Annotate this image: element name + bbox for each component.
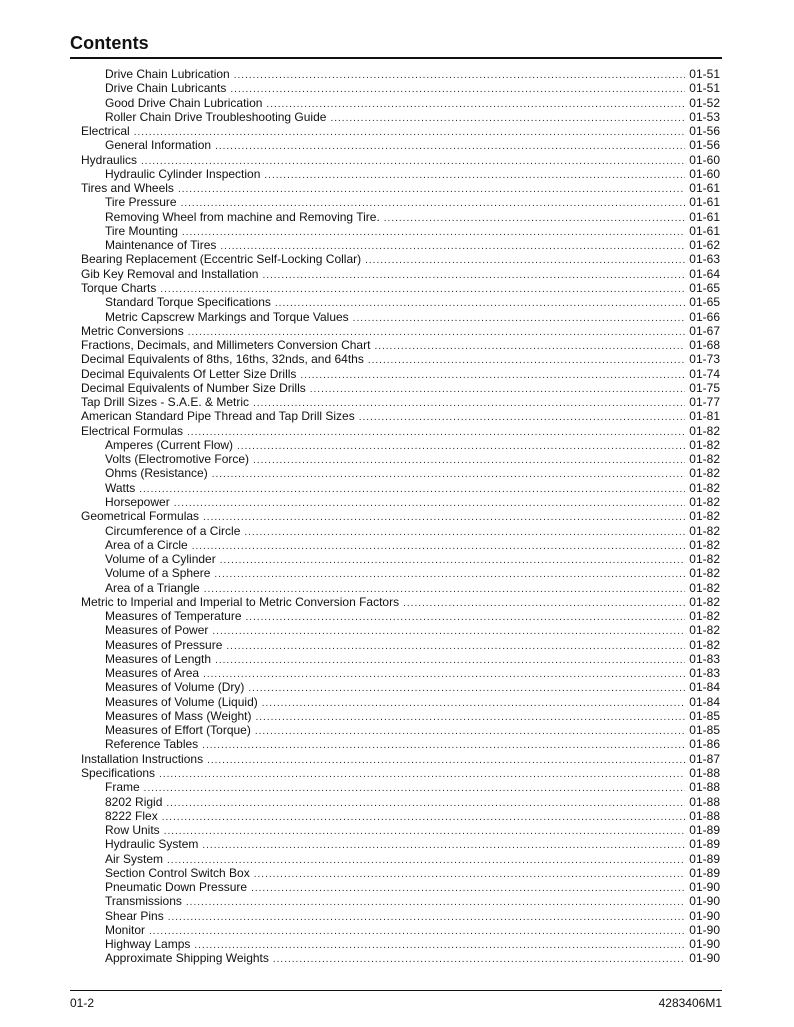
toc-entry-title: Measures of Temperature — [105, 609, 242, 624]
toc-entry-page: 01-60 — [689, 166, 720, 181]
toc-entry-page: 01-85 — [689, 708, 720, 723]
toc-entry-page: 01-65 — [689, 295, 720, 310]
toc-entry-title: Bearing Replacement (Eccentric Self-Locking Collar) — [81, 252, 362, 267]
toc-dot-leader — [248, 682, 685, 694]
toc-entry-title: Approximate Shipping Weights — [105, 951, 269, 966]
toc-dot-leader — [166, 797, 685, 809]
toc-entry-page: 01-90 — [689, 894, 720, 909]
toc-entry-title: Row Units — [105, 823, 160, 838]
toc-entry[interactable] — [81, 452, 720, 466]
toc-entry[interactable] — [81, 937, 720, 951]
toc-entry-page: 01-83 — [689, 666, 720, 681]
toc-entry[interactable] — [81, 96, 720, 110]
toc-entry-page: 01-82 — [689, 537, 720, 552]
toc-entry[interactable] — [81, 923, 720, 937]
toc-entry[interactable] — [81, 623, 720, 637]
footer-doc-number: 4283406M1 — [658, 996, 722, 1010]
toc-dot-leader — [139, 483, 685, 495]
toc-entry-title: Measures of Effort (Torque) — [105, 723, 251, 738]
toc-entry[interactable] — [81, 652, 720, 666]
toc-dot-leader — [181, 197, 686, 209]
toc-entry-page: 01-82 — [689, 637, 720, 652]
toc-dot-leader — [212, 625, 685, 637]
toc-dot-leader — [186, 896, 685, 908]
toc-entry[interactable] — [81, 866, 720, 880]
toc-entry-page: 01-90 — [689, 951, 720, 966]
toc-entry-title: Roller Chain Drive Troubleshooting Guide — [105, 109, 327, 124]
toc-entry-page: 01-68 — [689, 338, 720, 353]
toc-entry[interactable] — [81, 609, 720, 623]
toc-dot-leader — [215, 654, 685, 666]
toc-dot-leader — [226, 640, 685, 652]
title-rule — [70, 57, 722, 59]
toc-entry-title: Volume of a Cylinder — [105, 552, 216, 567]
toc-dot-leader — [253, 454, 685, 466]
toc-entry-page: 01-56 — [689, 138, 720, 153]
toc-dot-leader — [230, 83, 685, 95]
toc-entry[interactable] — [81, 552, 720, 566]
toc-entry-page: 01-82 — [689, 509, 720, 524]
toc-entry-title: Measures of Volume (Dry) — [105, 680, 245, 695]
toc-entry-title: Amperes (Current Flow) — [105, 437, 234, 452]
toc-dot-leader — [246, 611, 686, 623]
toc-entry[interactable] — [81, 153, 720, 167]
toc-entry-title: Fractions, Decimals, and Millimeters Conversion Chart — [81, 338, 371, 353]
footer-rule — [70, 990, 722, 991]
toc-entry[interactable] — [81, 638, 720, 652]
toc-entry-title: Measures of Pressure — [105, 637, 223, 652]
page-title: Contents — [70, 33, 149, 53]
toc-dot-leader — [174, 497, 686, 509]
toc-entry[interactable] — [81, 524, 720, 538]
toc-entry-title: Circumference of a Circle — [105, 523, 241, 538]
toc-entry[interactable] — [81, 267, 720, 281]
toc-entry-title: General Information — [105, 138, 212, 153]
toc-entry-title: Volume of a Sphere — [105, 566, 211, 581]
toc-entry[interactable] — [81, 538, 720, 552]
toc-dot-leader — [273, 953, 685, 965]
toc-entry[interactable] — [81, 780, 720, 794]
toc-entry-title: Standard Torque Specifications — [105, 295, 271, 310]
toc-entry-title: Specifications — [81, 766, 156, 781]
toc-entry-title: Maintenance of Tires — [105, 238, 217, 253]
toc-entry-page: 01-64 — [689, 266, 720, 281]
toc-entry-page: 01-56 — [689, 124, 720, 139]
toc-entry-page: 01-67 — [689, 323, 720, 338]
toc-dot-leader — [234, 69, 686, 81]
toc-dot-leader — [182, 226, 685, 238]
toc-entry-page: 01-88 — [689, 808, 720, 823]
toc-dot-leader — [262, 269, 685, 281]
toc-dot-leader — [300, 369, 685, 381]
toc-dot-leader — [164, 825, 686, 837]
toc-entry[interactable] — [81, 395, 720, 409]
toc-entry-page: 01-82 — [689, 609, 720, 624]
toc-entry-page: 01-61 — [689, 181, 720, 196]
toc-dot-leader — [365, 254, 685, 266]
toc-dot-leader — [275, 297, 685, 309]
toc-entry[interactable] — [81, 509, 720, 523]
toc-entry[interactable] — [81, 880, 720, 894]
toc-entry[interactable] — [81, 324, 720, 338]
toc-entry[interactable] — [81, 124, 720, 138]
toc-entry[interactable] — [81, 67, 720, 81]
toc-entry-page: 01-88 — [689, 780, 720, 795]
toc-entry-page: 01-82 — [689, 523, 720, 538]
toc-entry[interactable] — [81, 238, 720, 252]
toc-entry-page: 01-89 — [689, 851, 720, 866]
toc-entry-title: 8202 Rigid — [105, 794, 163, 809]
toc-dot-leader — [220, 554, 686, 566]
toc-dot-leader — [212, 468, 686, 480]
toc-entry[interactable] — [81, 837, 720, 851]
toc-entry[interactable] — [81, 110, 720, 124]
toc-dot-leader — [215, 140, 685, 152]
table-of-contents — [81, 67, 720, 966]
toc-dot-leader — [262, 697, 686, 709]
toc-dot-leader — [168, 911, 686, 923]
toc-entry-title: Decimal Equivalents Of Letter Size Drills — [81, 366, 297, 381]
toc-dot-leader — [134, 126, 686, 138]
toc-dot-leader — [203, 511, 685, 523]
toc-dot-leader — [256, 711, 686, 723]
toc-entry-page: 01-90 — [689, 937, 720, 952]
toc-entry-page: 01-89 — [689, 865, 720, 880]
toc-entry-page: 01-89 — [689, 837, 720, 852]
toc-entry-page: 01-90 — [689, 908, 720, 923]
toc-entry-page: 01-51 — [689, 67, 720, 81]
toc-dot-leader — [266, 98, 685, 110]
toc-entry[interactable] — [81, 852, 720, 866]
toc-dot-leader — [204, 583, 686, 595]
toc-entry-title: Ohms (Resistance) — [105, 466, 208, 481]
toc-entry[interactable] — [81, 195, 720, 209]
toc-entry-title: Area of a Circle — [105, 537, 188, 552]
toc-entry[interactable] — [81, 138, 720, 152]
toc-entry-page: 01-73 — [689, 352, 720, 367]
toc-entry[interactable] — [81, 695, 720, 709]
toc-entry-title: Hydraulics — [81, 152, 138, 167]
toc-dot-leader — [353, 312, 686, 324]
toc-entry[interactable] — [81, 566, 720, 580]
toc-entry-page: 01-82 — [689, 466, 720, 481]
toc-entry[interactable] — [81, 281, 720, 295]
toc-entry-page: 01-84 — [689, 694, 720, 709]
toc-dot-leader — [188, 326, 686, 338]
toc-dot-leader — [244, 526, 685, 538]
toc-entry-title: Decimal Equivalents of 8ths, 16ths, 32nds, and 64ths — [81, 352, 364, 367]
toc-entry[interactable] — [81, 167, 720, 181]
toc-entry[interactable] — [81, 224, 720, 238]
toc-entry-title: Tires and Wheels — [81, 181, 174, 196]
toc-entry-page: 01-52 — [689, 95, 720, 110]
toc-entry-page: 01-60 — [689, 152, 720, 167]
toc-entry[interactable] — [81, 295, 720, 309]
toc-entry-title: Measures of Volume (Liquid) — [105, 694, 258, 709]
toc-entry-page: 01-88 — [689, 766, 720, 781]
toc-entry-title: Measures of Power — [105, 623, 209, 638]
toc-entry-title: Electrical Formulas — [81, 423, 184, 438]
toc-dot-leader — [368, 354, 685, 366]
toc-entry-title: Metric Conversions — [81, 323, 184, 338]
toc-entry-title: Measures of Length — [105, 651, 212, 666]
toc-entry-page: 01-90 — [689, 922, 720, 937]
toc-entry-title: Geometrical Formulas — [81, 509, 200, 524]
toc-entry-page: 01-89 — [689, 823, 720, 838]
toc-dot-leader — [403, 597, 685, 609]
toc-entry[interactable] — [81, 723, 720, 737]
footer-page-number: 01-2 — [70, 996, 95, 1010]
toc-entry-page: 01-61 — [689, 223, 720, 238]
toc-entry-title: Gib Key Removal and Installation — [81, 266, 259, 281]
toc-entry-page: 01-82 — [689, 480, 720, 495]
toc-entry[interactable] — [81, 409, 720, 423]
toc-entry[interactable] — [81, 951, 720, 965]
toc-entry-title: Tire Pressure — [105, 195, 177, 210]
toc-entry-title: Tap Drill Sizes - S.A.E. & Metric — [81, 395, 250, 410]
toc-entry-page: 01-53 — [689, 109, 720, 124]
toc-dot-leader — [374, 340, 685, 352]
toc-entry-page: 01-82 — [689, 437, 720, 452]
toc-entry-page: 01-82 — [689, 594, 720, 609]
toc-entry-title: Electrical — [81, 124, 130, 139]
toc-entry[interactable] — [81, 352, 720, 366]
toc-entry[interactable] — [81, 252, 720, 266]
toc-entry[interactable] — [81, 424, 720, 438]
toc-entry-page: 01-77 — [689, 395, 720, 410]
toc-entry-title: Watts — [105, 480, 136, 495]
toc-entry-page: 01-61 — [689, 195, 720, 210]
toc-entry-title: Removing Wheel from machine and Removing Tire. — [105, 209, 380, 224]
toc-dot-leader — [159, 768, 685, 780]
toc-dot-leader — [162, 811, 686, 823]
toc-entry-title: 8222 Flex — [105, 808, 158, 823]
toc-entry-title: Frame — [105, 780, 140, 795]
toc-dot-leader — [141, 155, 685, 167]
toc-entry-title: Tire Mounting — [105, 223, 178, 238]
toc-dot-leader — [192, 540, 686, 552]
toc-dot-leader — [194, 939, 685, 951]
toc-entry-title: American Standard Pipe Thread and Tap Drill Sizes — [81, 409, 355, 424]
toc-dot-leader — [167, 854, 685, 866]
toc-entry[interactable] — [81, 466, 720, 480]
toc-entry[interactable] — [81, 438, 720, 452]
toc-dot-leader — [310, 383, 686, 395]
toc-entry-title: Transmissions — [105, 894, 182, 909]
toc-entry-page: 01-85 — [689, 723, 720, 738]
toc-entry-title: Drive Chain Lubricants — [105, 81, 227, 96]
toc-dot-leader — [202, 739, 685, 751]
toc-dot-leader — [214, 568, 685, 580]
toc-entry[interactable] — [81, 81, 720, 95]
toc-entry-title: Drive Chain Lubrication — [105, 67, 230, 81]
toc-entry[interactable] — [81, 823, 720, 837]
toc-entry-title: Metric Capscrew Markings and Torque Values — [105, 309, 349, 324]
toc-entry[interactable] — [81, 737, 720, 751]
toc-entry-page: 01-65 — [689, 280, 720, 295]
toc-entry[interactable] — [81, 310, 720, 324]
toc-entry-page: 01-62 — [689, 238, 720, 253]
toc-dot-leader — [202, 839, 685, 851]
toc-entry-page: 01-82 — [689, 452, 720, 467]
toc-entry[interactable] — [81, 909, 720, 923]
toc-dot-leader — [144, 782, 686, 794]
toc-entry[interactable] — [81, 481, 720, 495]
toc-entry-page: 01-88 — [689, 794, 720, 809]
toc-entry-title: Installation Instructions — [81, 751, 204, 766]
toc-entry-page: 01-82 — [689, 580, 720, 595]
toc-entry[interactable] — [81, 752, 720, 766]
toc-entry-page: 01-82 — [689, 566, 720, 581]
toc-entry-title: Measures of Mass (Weight) — [105, 708, 252, 723]
toc-entry-title: Torque Charts — [81, 280, 157, 295]
toc-dot-leader — [178, 183, 685, 195]
toc-entry-page: 01-82 — [689, 494, 720, 509]
toc-entry-page: 01-66 — [689, 309, 720, 324]
toc-entry[interactable] — [81, 181, 720, 195]
toc-dot-leader — [187, 426, 685, 438]
toc-entry-title: Metric to Imperial and Imperial to Metric Conversion Factors — [81, 594, 400, 609]
toc-entry-page: 01-82 — [689, 423, 720, 438]
toc-entry-title: Shear Pins — [105, 908, 164, 923]
toc-entry-title: Measures of Area — [105, 666, 200, 681]
toc-entry-page: 01-63 — [689, 252, 720, 267]
toc-dot-leader — [330, 112, 685, 124]
toc-entry-title: Section Control Switch Box — [105, 865, 250, 880]
toc-entry[interactable] — [81, 338, 720, 352]
toc-entry-page: 01-75 — [689, 380, 720, 395]
toc-entry-page: 01-90 — [689, 880, 720, 895]
toc-entry-page: 01-51 — [689, 81, 720, 96]
toc-dot-leader — [203, 668, 685, 680]
toc-entry-page: 01-74 — [689, 366, 720, 381]
toc-dot-leader — [384, 212, 686, 224]
toc-entry[interactable] — [81, 709, 720, 723]
toc-dot-leader — [359, 411, 686, 423]
toc-entry-title: Monitor — [105, 922, 146, 937]
toc-entry-title: Hydraulic System — [105, 837, 199, 852]
toc-entry-page: 01-82 — [689, 623, 720, 638]
toc-entry-page: 01-84 — [689, 680, 720, 695]
toc-entry[interactable] — [81, 766, 720, 780]
toc-entry-page: 01-86 — [689, 737, 720, 752]
toc-dot-leader — [237, 440, 685, 452]
toc-entry-title: Hydraulic Cylinder Inspection — [105, 166, 261, 181]
toc-entry-page: 01-81 — [689, 409, 720, 424]
toc-dot-leader — [207, 754, 685, 766]
toc-entry[interactable] — [81, 381, 720, 395]
toc-entry-page: 01-83 — [689, 651, 720, 666]
toc-entry[interactable] — [81, 595, 720, 609]
toc-dot-leader — [253, 397, 685, 409]
toc-entry-page: 01-61 — [689, 209, 720, 224]
toc-entry-title: Highway Lamps — [105, 937, 191, 952]
toc-entry[interactable] — [81, 495, 720, 509]
toc-entry[interactable] — [81, 666, 720, 680]
toc-dot-leader — [264, 169, 685, 181]
toc-entry[interactable] — [81, 809, 720, 823]
toc-entry-page: 01-87 — [689, 751, 720, 766]
toc-dot-leader — [160, 283, 685, 295]
toc-entry-title: Air System — [105, 851, 164, 866]
toc-dot-leader — [254, 868, 686, 880]
toc-entry-page: 01-82 — [689, 552, 720, 567]
toc-entry-title: Reference Tables — [105, 737, 199, 752]
toc-dot-leader — [149, 925, 685, 937]
toc-entry-title: Horsepower — [105, 494, 170, 509]
toc-entry-title: Decimal Equivalents of Number Size Drills — [81, 380, 306, 395]
toc-entry-title: Pneumatic Down Pressure — [105, 880, 248, 895]
toc-dot-leader — [220, 240, 685, 252]
toc-entry[interactable] — [81, 367, 720, 381]
toc-entry[interactable] — [81, 680, 720, 694]
toc-entry-title: Good Drive Chain Lubrication — [105, 95, 263, 110]
toc-entry[interactable] — [81, 795, 720, 809]
toc-entry[interactable] — [81, 894, 720, 908]
toc-dot-leader — [251, 882, 685, 894]
toc-entry-title: Area of a Triangle — [105, 580, 200, 595]
toc-entry-title: Volts (Electromotive Force) — [105, 452, 250, 467]
toc-dot-leader — [255, 725, 685, 737]
toc-entry[interactable] — [81, 581, 720, 595]
toc-entry[interactable] — [81, 210, 720, 224]
